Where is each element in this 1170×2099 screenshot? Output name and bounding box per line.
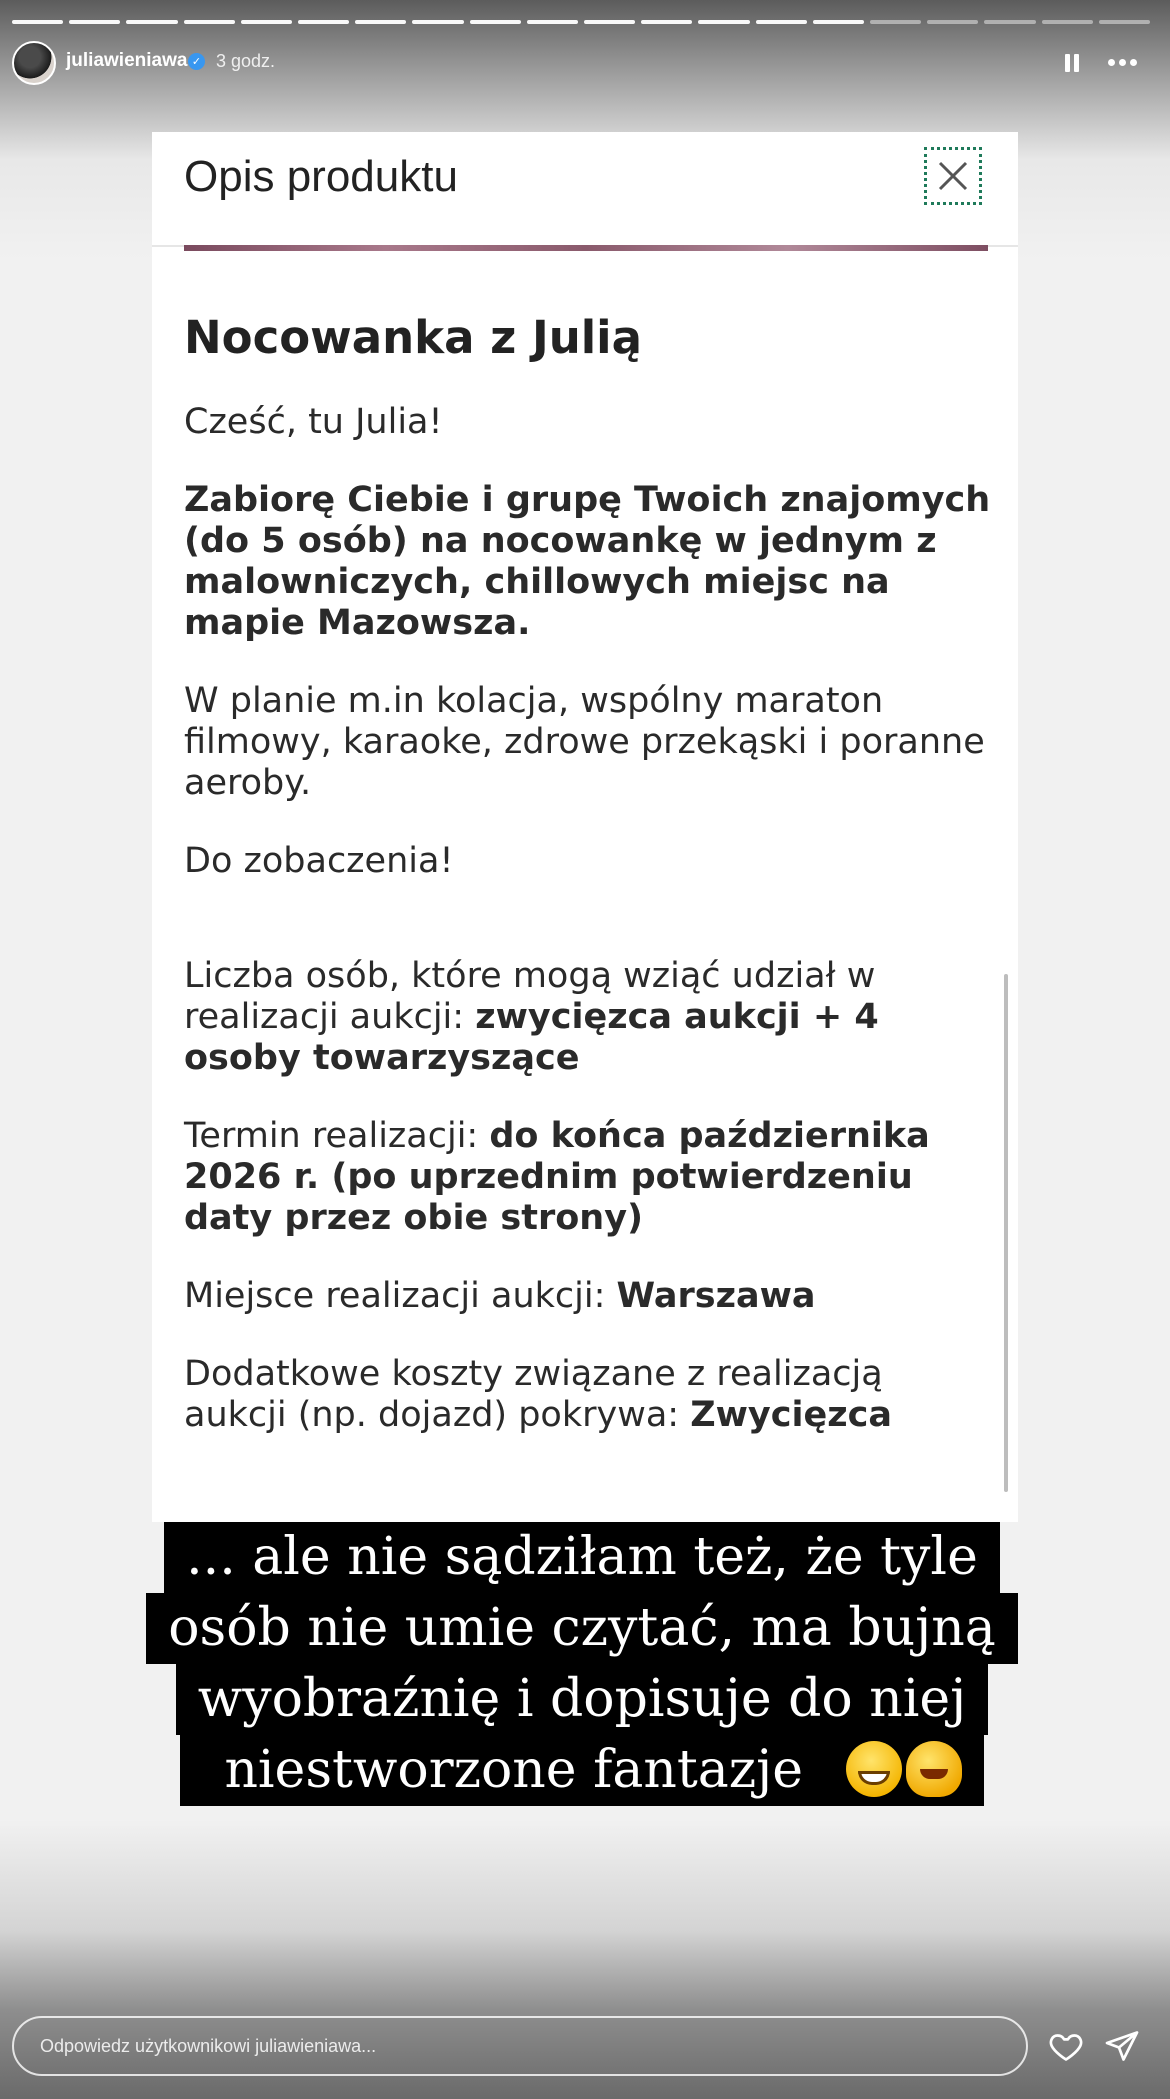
- detail-location: [184, 1276, 994, 1317]
- progress-segment: [412, 20, 463, 24]
- caption-line: ... ale nie sądziłam też, że tyle: [164, 1522, 1000, 1593]
- story-timestamp: 3 godz.: [216, 51, 276, 71]
- progress-segment: [69, 20, 120, 24]
- detail-label: Termin realizacji:: [184, 1116, 490, 1156]
- caption-line: osób nie umie czytać, ma bujną: [146, 1593, 1017, 1664]
- panel-title: Opis produktu: [184, 152, 458, 201]
- pause-icon: [1065, 54, 1070, 72]
- plan-text: W planie m.in kolacja, wspólny maraton filmowy, karaoke, zdrowe przekąski i poranne aeroby.: [184, 681, 985, 803]
- detail-costs: [184, 1354, 994, 1436]
- farewell-text: Do zobaczenia!: [184, 841, 454, 881]
- pause-button[interactable]: [1060, 51, 1084, 75]
- progress-segment: [527, 20, 578, 24]
- caption-line-last: niestworzone fantazje: [180, 1735, 983, 1806]
- progress-segment: [984, 20, 1035, 24]
- progress-segment: [298, 20, 349, 24]
- progress-segment: [1042, 20, 1093, 24]
- progress-segment: [126, 20, 177, 24]
- progress-segment: [241, 20, 292, 24]
- close-button[interactable]: [924, 147, 982, 205]
- intro-text: Zabiorę Ciebie i grupę Twoich znajomych (do 5 osób) na nocowankę w jednym z malowniczych, chillowych miejsc na mapie Mazowsza.: [184, 480, 991, 643]
- progress-segment: [470, 20, 521, 24]
- send-icon: [1104, 2028, 1140, 2064]
- progress-segment: [184, 20, 235, 24]
- detail-label: Liczba osób, które mogą wziąć udział w realizacji aukcji:: [184, 956, 876, 1037]
- greeting-text: Cześć, tu Julia!: [184, 402, 443, 442]
- verified-badge-icon: ✓: [188, 53, 205, 70]
- more-options-button[interactable]: [1106, 56, 1140, 68]
- melting-face-icon: [906, 1741, 962, 1797]
- progress-segment: [756, 20, 807, 24]
- product-heading: Nocowanka z Julią: [184, 311, 642, 364]
- detail-value: do końca października 2026 r. (po uprzednim potwierdzeniu daty przez obie strony): [184, 1116, 930, 1238]
- progress-segment: [698, 20, 749, 24]
- like-button[interactable]: [1048, 2028, 1084, 2064]
- progress-segment: [870, 20, 921, 24]
- panel-scrollbar[interactable]: [1004, 974, 1008, 1492]
- detail-deadline: [184, 1116, 994, 1239]
- grinning-face-icon: [846, 1741, 902, 1797]
- caption-line: wyobraźnię i dopisuje do niej: [176, 1664, 989, 1735]
- progress-segment: [12, 20, 63, 24]
- send-button[interactable]: [1104, 2028, 1140, 2064]
- detail-label: Dodatkowe koszty związane z realizacją aukcji (np. dojazd) pokrywa:: [184, 1354, 883, 1435]
- close-x-icon: [937, 160, 969, 192]
- panel-header: [152, 132, 1018, 247]
- progress-segment: [1099, 20, 1150, 24]
- reply-input[interactable]: [12, 2016, 1028, 2076]
- product-description-screenshot: [152, 132, 1018, 1522]
- progress-segment: [641, 20, 692, 24]
- detail-value: Zwycięzca: [690, 1395, 892, 1435]
- avatar[interactable]: [12, 41, 56, 85]
- detail-participants: [184, 956, 994, 1079]
- username[interactable]: juliawieniawa: [66, 50, 188, 71]
- story-progress-bar: [12, 20, 1150, 25]
- heart-icon: [1048, 2028, 1084, 2064]
- detail-value: Warszawa: [616, 1276, 816, 1316]
- progress-segment: [927, 20, 978, 24]
- detail-value: zwycięzca aukcji + 4 osoby towarzyszące: [184, 997, 879, 1078]
- more-dots-icon: [1108, 59, 1115, 66]
- progress-segment: [584, 20, 635, 24]
- product-description: [184, 312, 994, 1473]
- detail-label: Miejsce realizacji aukcji:: [184, 1276, 617, 1316]
- progress-segment: [813, 20, 864, 24]
- story-caption: [142, 1522, 1022, 1806]
- progress-segment: [355, 20, 406, 24]
- product-image-edge: [184, 245, 988, 251]
